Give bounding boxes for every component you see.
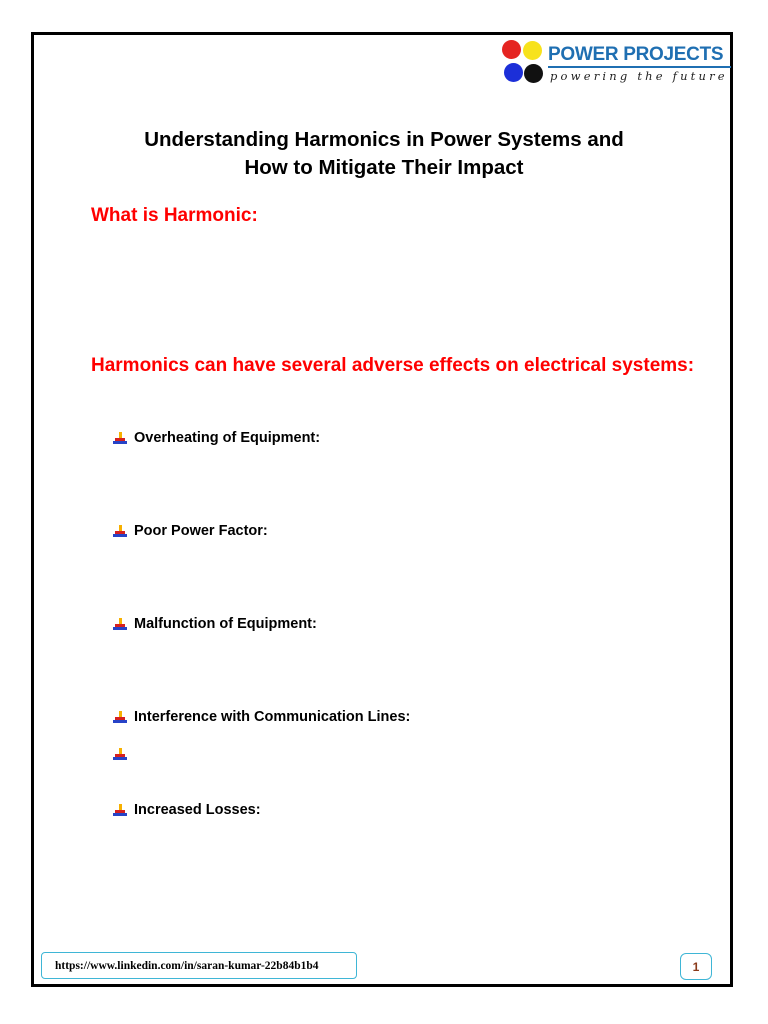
logo-name: POWER PROJECTS (548, 44, 724, 65)
page-number: 1 (680, 953, 712, 980)
bullet-arrow-icon (113, 524, 127, 538)
bullet-arrow-icon (113, 803, 127, 817)
bullet-arrow-icon (113, 747, 127, 761)
list-item-label: Malfunction of Equipment: (134, 616, 317, 632)
list-item (113, 613, 317, 635)
linkedin-link[interactable]: https://www.linkedin.com/in/saran-kumar-22b84b1b4 (41, 952, 357, 979)
bullet-arrow-icon (113, 431, 127, 445)
list-item-label: Overheating of Equipment: (134, 430, 321, 446)
list-item (113, 706, 410, 728)
list-item (113, 799, 261, 821)
bullet-arrow-icon (113, 710, 127, 724)
list-item-label: Interference with Communication Lines: (134, 709, 411, 725)
list-item (113, 520, 268, 542)
list-item-label: Increased Losses: (134, 802, 261, 818)
company-logo (502, 40, 734, 86)
logo-underline (548, 66, 731, 68)
logo-dots-icon (502, 40, 546, 84)
page-title (60, 126, 708, 182)
logo-tagline: powering the future (550, 69, 728, 83)
page-title-line-2: How to Mitigate Their Impact (244, 156, 524, 179)
heading-adverse-effects: Harmonics can have several adverse effects on electrical systems: (91, 355, 695, 376)
list-item (113, 743, 134, 765)
bullet-arrow-icon (113, 617, 127, 631)
list-item (113, 427, 320, 449)
list-item-label: Poor Power Factor: (134, 523, 268, 539)
page-title-line-1: Understanding Harmonics in Power Systems and (144, 128, 624, 151)
heading-what-is-harmonic: What is Harmonic: (91, 205, 258, 226)
